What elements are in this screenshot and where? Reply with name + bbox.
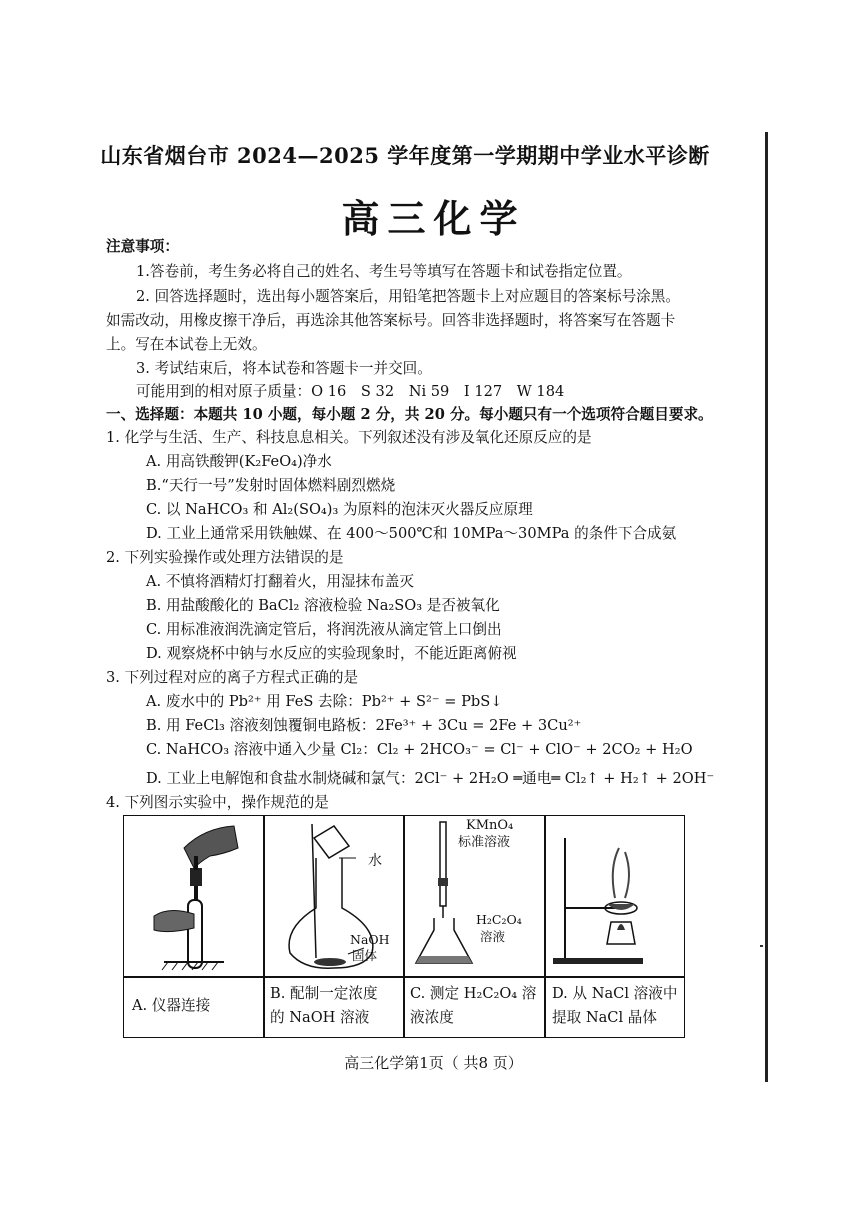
figure-d-evaporation [545,818,684,974]
q3-option-b: B. 用 FeCl₃ 溶液刻蚀覆铜电路板：2Fe³⁺ + 3Cu = 2Fe + 3Cu²⁺ [146,717,582,734]
note-2-end: 上。写在本试卷上无效。 [106,336,267,353]
note-1: 1.答卷前，考生务必将自己的姓名、考生号等填写在答题卡和试卷指定位置。 [136,263,632,280]
q3-option-c: C. NaHCO₃ 溶液中通入少量 Cl₂：Cl₂ + 2HCO₃⁻ = Cl⁻ + ClO⁻ + 2CO₂ + H₂O [146,741,693,758]
figure-b-label-water: 水 [368,853,382,869]
scan-mark [760,945,763,947]
figure-c-label-standard: 标准溶液 [458,835,511,850]
caption-d-line1: D. 从 NaCl 溶液中 [552,985,678,1002]
q1-option-a: A. 用高铁酸钾(K₂FeO₄)净水 [146,453,332,470]
figure-a-apparatus [124,818,263,974]
caption-b-line2: 的 NaOH 溶液 [270,1009,370,1026]
figure-c-label-solution: 溶液 [480,929,506,944]
q4-figure-table [123,815,685,1038]
caption-b-line1: B. 配制一定浓度 [270,985,378,1002]
figure-b-flask [264,818,403,974]
page-footer: 高三化学第1页（ 共8 页） [344,1054,523,1072]
caption-d-line2: 提取 NaCl 晶体 [552,1009,657,1026]
caption-c-line2: 液浓度 [410,1009,454,1026]
q2-option-b: B. 用盐酸酸化的 BaCl₂ 溶液检验 Na₂SO₃ 是否被氧化 [146,597,500,614]
q1-stem: 1. 化学与生活、生产、科技息息相关。下列叙述没有涉及氧化还原反应的是 [106,429,592,446]
q2-option-a: A. 不慎将酒精灯打翻着火，用湿抹布盖灭 [146,573,414,590]
table-divider [124,976,684,978]
q3-option-d: D. 工业上电解饱和食盐水制烧碱和氯气：2Cl⁻ + 2H₂O ═通电═ Cl₂↑ + H₂↑ + 2OH⁻ [146,770,715,787]
q3-option-a: A. 废水中的 Pb²⁺ 用 FeS 去除：Pb²⁺ + S²⁻ = PbS↓ [146,693,503,710]
q1-option-d: D. 工业上通常采用铁触媒、在 400～500℃和 10MPa～30MPa 的条件下合成氨 [146,525,677,542]
atomic-masses: 可能用到的相对原子质量：O 16 S 32 Ni 59 I 127 W 184 [136,383,565,400]
subject-title: 高三化学 [341,196,526,241]
caption-c-line1: C. 测定 H₂C₂O₄ 溶 [410,985,537,1002]
notes-heading: 注意事项： [106,238,179,255]
q1-option-c: C. 以 NaHCO₃ 和 Al₂(SO₄)₃ 为原料的泡沫灭火器反应原理 [146,501,533,518]
note-3: 3. 考试结束后，将本试卷和答题卡一并交回。 [136,360,432,377]
figure-b-label-naoh: NaOH [350,932,390,947]
exam-title: 山东省烟台市 2024—2025 学年度第一学期期中学业水平诊断 [100,143,710,168]
note-2: 2. 回答选择题时，选出每小题答案后，用铅笔把答题卡上对应题目的答案标号涂黑。 [136,288,680,305]
q3-stem: 3. 下列过程对应的离子方程式正确的是 [106,669,359,686]
page-edge-rule [765,132,768,1082]
q4-stem: 4. 下列图示实验中，操作规范的是 [106,794,329,811]
q2-option-d: D. 观察烧杯中钠与水反应的实验现象时，不能近距离俯视 [146,645,517,662]
figure-c-label-h2c2o4: H₂C₂O₄ [476,912,522,927]
section-heading: 一、选择题：本题共 10 小题，每小题 2 分，共 20 分。每小题只有一个选项符合题目要求。 [106,406,713,423]
q2-option-c: C. 用标准液润洗滴定管后，将润洗液从滴定管上口倒出 [146,621,502,638]
q1-option-b: B.“天行一号”发射时固体燃料剧烈燃烧 [146,477,396,494]
q2-stem: 2. 下列实验操作或处理方法错误的是 [106,549,344,566]
caption-a: A. 仪器连接 [132,997,211,1014]
figure-b-label-solid: 固体 [352,948,378,963]
figure-c-label-kmno4: KMnO₄ [466,818,514,833]
note-2-cont: 如需改动，用橡皮擦干净后，再选涂其他答案标号。回答非选择题时，将答案写在答题卡 [106,312,676,329]
